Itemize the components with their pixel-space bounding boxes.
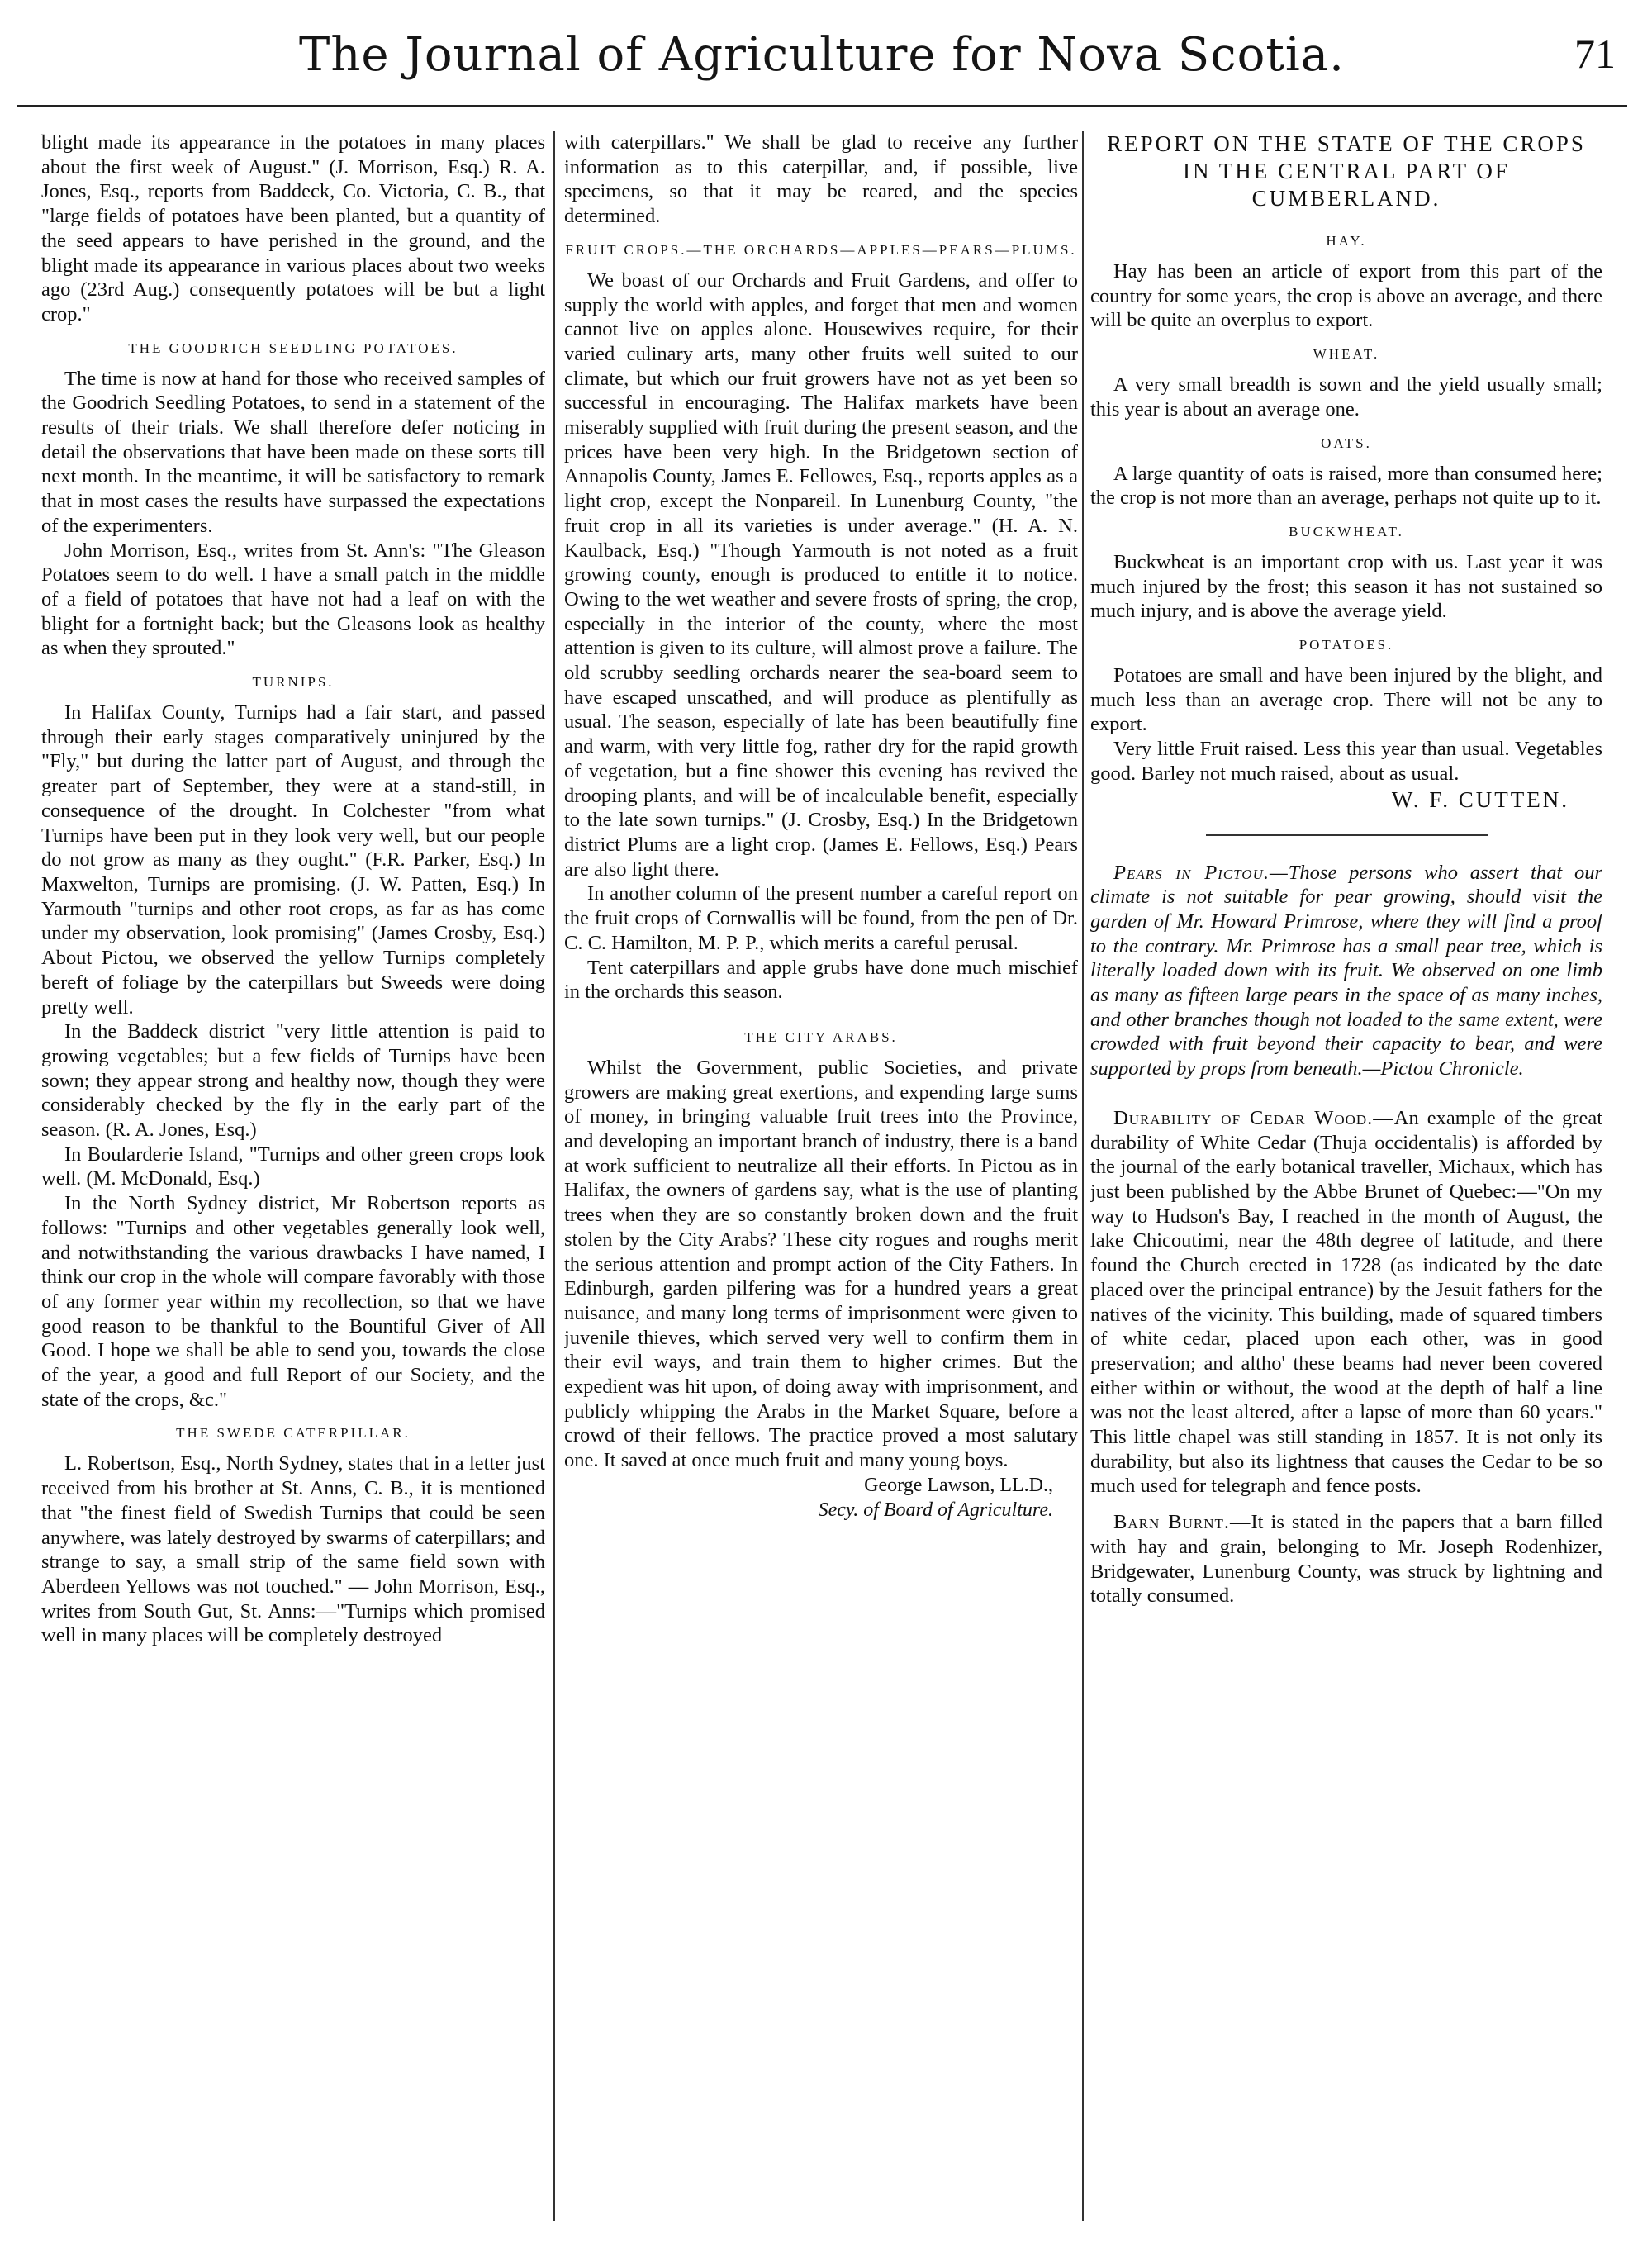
paragraph: L. Robertson, Esq., North Sydney, states that in a letter just received from his brother at St. Anns, C. B., it is mentioned that "the finest field of Swedish Turnips that could be seen anywhere, was lately destroyed by swarms of caterpillars; and strange to say, a small strip of the same field sown with Aberdeen Yellows was not touched." — John Morrison, Esq., writes from South Gut, St. Anns:—"Turnips which promised well in many places will be completely destroyed — [41, 1452, 545, 1647]
column-divider-left — [553, 131, 555, 2221]
header-rule — [17, 105, 1627, 107]
paragraph: In the Baddeck district "very little attention is paid to growing vegetables; but a few fields of Turnips have been sown; they appear strong and healthy now, though they were considerably checked by the fly in the early part of the season. (R. A. Jones, Esq.) — [41, 1020, 545, 1142]
item-lead: Durability of Cedar Wood.— — [1113, 1106, 1394, 1129]
paragraph: In Boularderie Island, "Turnips and other green crops look well. (M. McDonald, Esq.) — [41, 1143, 545, 1190]
report-title: REPORT ON THE STATE OF THE CROPS IN THE CENTRAL PART OF CUMBERLAND. — [1107, 131, 1586, 211]
item-barn-burnt — [1090, 1510, 1602, 1608]
paragraph: Buckwheat is an important crop with us. Last year it was much injured by the frost; this season it has not sustained so much injury, and is above the average yield. — [1090, 550, 1602, 623]
paragraph: In Halifax County, Turnips had a fair start, and passed through their early stages comparatively uninjured by the "Fly," but during the latter part of August, and through the greater part of September, they were at a stand-still, in consequence of the drought. In Colchester "from what Turnips have been put in they look very well, but our people do not grow as many as they ought." (F.R. Parker, Esq.) In Maxwelton, Turnips are promising. (J. W. Patten, Esq.) In Yarmouth "turnips and other root crops, as far as has come under my observation, look promising" (James Crosby, Esq.) About Pictou, we observed the yellow Turnips completely bereft of foliage by the caterpillars but Sweeds were doing pretty well. — [41, 701, 545, 1019]
spacer — [564, 1005, 1078, 1016]
item-lead: Barn Burnt.— — [1113, 1511, 1251, 1534]
report-signature: W. F. CUTTEN. — [1391, 786, 1569, 812]
signature-name: George Lawson, LL.D., — [864, 1474, 1053, 1496]
page-header — [17, 25, 1627, 107]
column-2 — [564, 131, 1078, 2225]
paragraph: Very little Fruit raised. Less this year than usual. Vegetables good. Barley not much raised, about as usual. — [1090, 738, 1602, 785]
section-heading-hay: HAY. — [1326, 233, 1367, 249]
section-heading-turnips: TURNIPS. — [252, 674, 335, 691]
section-heading-buckwheat: BUCKWHEAT. — [1289, 523, 1404, 539]
spacer — [1090, 1081, 1602, 1106]
section-heading-potatoes: POTATOES. — [1298, 637, 1394, 653]
paragraph: Potatoes are small and have been injured by the blight, and much less than an average crop. There will not be any to export. — [1090, 664, 1602, 736]
item-lead: Pears in Pictou.— — [1113, 861, 1289, 884]
item-body: An example of the great durability of White Cedar (Thuja occidentalis) is afforded by the journal of the early botanical traveller, Michaux, which has just been published by the Abbe Brunet of Quebec:—"On my way to Hudson's Bay, I reached in the month of August, the lake Chicoutimi, near the 48th degree of latitude, and there found the Church erected in 1728 (as indicated by the date placed over the principal entrance) by the Jesuit fathers for the natives of the vicinity. This building, made of squared timbers of white cedar, placed upon each other, was in good preservation; and altho' these beams had never been covered either within or without, the wood at the depth of half a line was not the least altered, after a lapse of more than 60 years." This little chapel was still standing in 1857. It is not only its durability, but also its lightness that causes the Cedar to be so much used for telegraph and fence posts. — [1090, 1106, 1602, 1498]
paragraph: We boast of our Orchards and Fruit Gardens, and offer to supply the world with apples, and forget that men and women cannot live on apples alone. Housewives require, for their varied culinary arts, many other fruits well suited to our climate, but which our fruit growers have not as yet been so successful in encouraging. The Halifax markets have been miserably supplied with fruit during the present season, and the prices have been very high. In the Bridgetown section of Annapolis County, James E. Fellowes, Esq., reports apples as a light crop, except the Nonpareil. In Lunenburg County, "the fruit crop in all its varieties is under average." (H. A. N. Kaulback, Esq.) "Though Yarmouth is not noted as a fruit growing county, enough is produced to entitle it to notice. Owing to the wet weather and severe frosts of spring, the crop, especially in the interior of the county, where the most attention is given to its culture, will almost prove a failure. The old scrubby seedling orchards nearer the sea-board seem to have escaped unscathed, and will produce as plentifully as usual. The season, especially of late has been beautifully fine and warm, with very little fog, rather dry for the rapid growth of vegetation, but a fine shower this evening has revived the drooping plants, and will be of incalculable benefit, especially to the late sown turnips." (J. Crosby, Esq.) In the Bridgetown district Plums are a light crop. (James E. Fellows, Esq.) Pears are also light there. — [564, 268, 1078, 881]
section-heading-oats: OATS. — [1321, 435, 1372, 451]
signature-title: Secy. of Board of Agriculture. — [818, 1499, 1053, 1521]
paragraph: John Morrison, Esq., writes from St. Ann's: "The Gleason Potatoes seem to do well. I have a small patch in the middle of a field of potatoes that have not had a leaf on with the blight for a fortnight back; but the Gleasons look as healthy as when they sprouted." — [41, 539, 545, 660]
item-pears-in-pictou — [1090, 861, 1602, 1081]
section-heading-fruit-crops: FRUIT CROPS.—THE ORCHARDS—APPLES—PEARS—PLUMS. — [565, 241, 1077, 258]
spacer — [1090, 1499, 1602, 1510]
column-3 — [1090, 131, 1602, 2225]
paragraph: A very small breadth is sown and the yield usually small; this year is about an average one. — [1090, 373, 1602, 420]
paragraph: In another column of the present number a careful report on the fruit crops of Cornwallis will be found, from the pen of Dr. C. C. Hamilton, M. P. P., which merits a careful perusal. — [564, 882, 1078, 954]
section-heading-swede: THE SWEDE CATERPILLAR. — [176, 1425, 411, 1442]
column-divider-right — [1082, 131, 1084, 2221]
section-heading-goodrich: THE GOODRICH SEEDLING POTATOES. — [128, 340, 458, 356]
paragraph: with caterpillars." We shall be glad to receive any further information as to this caterpillar, and, if possible, live specimens, so that it may be reared, and the species determined. — [564, 131, 1078, 228]
column-1 — [41, 131, 545, 2225]
paragraph: Tent caterpillars and apple grubs have done much mischief in the orchards this season. — [564, 956, 1078, 1004]
journal-title: The Journal of Agriculture for Nova Scotia. — [299, 28, 1345, 82]
item-body: It is stated in the papers that a barn filled with hay and grain, belonging to Mr. Joseph Rodenhizer, Bridgewater, Lunenburg County, was struck by lightning and totally consumed. — [1090, 1511, 1602, 1608]
section-heading-wheat: WHEAT. — [1313, 346, 1380, 363]
paragraph: Whilst the Government, public Societies, and private growers are making great exertions, and expending large sums of money, in bringing valuable fruit trees into the Province, and developing an important branch of industry, there is a band at work sufficient to neutralize all their efforts. In Pictou as in Halifax, the owners of gardens say, what is the use of planting trees when they are so constantly broken down and the fruit stolen by the City Arabs? These city rogues and roughs merit the serious attention and prompt action of the City Fathers. In Edinburgh, garden pilfering was for a hundred years a great nuisance, and many long terms of imprisonment were given to juvenile thieves, which served very well to confirm them in their evil ways, and train them to higher crimes. But the expedient was hit upon, of doing away with imprisonment, and publicly whipping the Arabs in the Market Square, before a crowd of their fellows. The practice proved a most salutary one. It saved at once much fruit and many young boys. — [564, 1056, 1078, 1472]
item-body: Those persons who assert that our climate is not suitable for pear growing, should visit the garden of Mr. Howard Primrose, where they will find a proof to the contrary. Mr. Primrose has a small pear tree, which is literally loaded down with its fruit. We observed on one limb as many as fifteen large pears in the space of as many inches, and other branches though not loaded to the same extent, were crowded with fruit beyond their capacity to bear, and were supported by props from beneath.—Pictou Chronicle. — [1090, 861, 1602, 1081]
paragraph: In the North Sydney district, Mr Robertson reports as follows: "Turnips and other vegetables generally look well, and notwithstanding the various drawbacks I have named, I think our crop in the whole will compare favorably with those of any former year within my recollection, so that we have good reason to be thankful to the Bountiful Giver of All Good. I hope we shall be able to send you, towards the close of the year, a good and full Report of our Society, and the state of the crops, &c." — [41, 1192, 545, 1411]
paragraph: The time is now at hand for those who received samples of the Goodrich Seedling Potatoes, to send in a statement of the results of their trials. We shall therefore defer noticing in detail the observations that have been made on these sorts till next month. In the meantime, it will be satisfactory to remark that in most cases the results have surpassed the expectations of the experimenters. — [41, 367, 545, 537]
paragraph: blight made its appearance in the potatoes in many places about the first week of August." (J. Morrison, Esq.) R. A. Jones, Esq., reports from Baddeck, Co. Victoria, C. B., that "large fields of potatoes have been planted, but a quantity of the seed appears to have perished in the ground, and the blight made its appearance in various places about two weeks ago (23rd Aug.) consequently potatoes will be but a light crop." — [41, 131, 545, 325]
item-durability-of-cedar — [1090, 1106, 1602, 1499]
section-divider — [1206, 834, 1488, 836]
paragraph: A large quantity of oats is raised, more than consumed here; the crop is not more than an average, perhaps not quite up to it. — [1090, 462, 1602, 510]
paragraph: Hay has been an article of export from this part of the country for some years, the crop is above an average, and there will be quite an overplus to export. — [1090, 260, 1602, 332]
page-number: 71 — [1574, 31, 1616, 77]
section-heading-city-arabs: THE CITY ARABS. — [744, 1028, 898, 1045]
